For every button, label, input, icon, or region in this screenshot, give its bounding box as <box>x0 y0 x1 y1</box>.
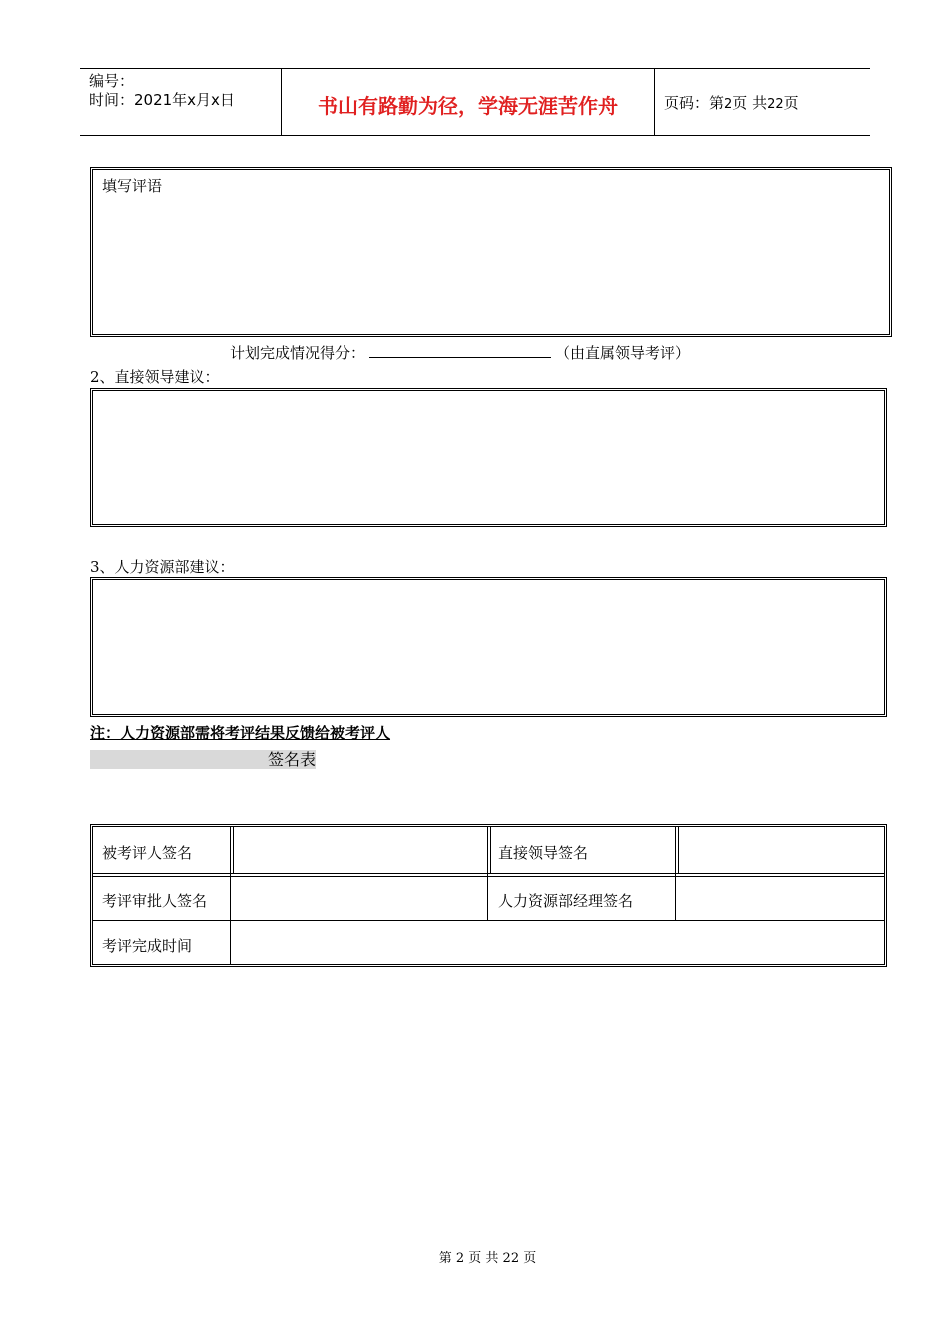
document-number-label: 编号： <box>89 72 135 90</box>
page-header <box>80 68 870 136</box>
signature-title-bar <box>90 750 316 769</box>
score-row <box>230 342 690 363</box>
reviewee-signature-field[interactable] <box>234 827 487 873</box>
hr-suggestion-title: 3、人力资源部建议： <box>90 558 235 576</box>
header-divider <box>654 69 655 135</box>
leader-signature-field[interactable] <box>679 827 884 873</box>
score-note: （由直属领导考评） <box>555 344 691 362</box>
page-footer: 第 2 页 共 22 页 <box>438 1251 537 1266</box>
table-col-divider <box>490 827 491 873</box>
page-suffix: 页 <box>783 94 799 112</box>
signature-table-title: 签名表 <box>267 750 316 769</box>
page-mid: 页 共 <box>732 94 768 112</box>
page-current: 2 <box>724 97 733 112</box>
page-total: 22 <box>767 97 784 112</box>
feedback-note: 注：人力资源部需将考评结果反馈给被考评人 <box>90 724 391 742</box>
approver-signature-label: 考评审批人签名 <box>102 892 208 910</box>
reviewee-signature-label: 被考评人签名 <box>102 844 193 862</box>
hr-manager-signature-field[interactable] <box>676 877 884 920</box>
leader-signature-label: 直接领导签名 <box>498 844 589 862</box>
header-page-number <box>664 92 799 113</box>
completion-time-field[interactable] <box>231 921 884 964</box>
score-label: 计划完成情况得分： <box>230 344 366 362</box>
signature-table <box>90 824 887 967</box>
score-blank-field[interactable] <box>369 343 551 358</box>
comment-box[interactable] <box>90 167 892 337</box>
page-prefix: 页码：第 <box>664 94 725 112</box>
leader-suggestion-box[interactable] <box>90 388 887 527</box>
hr-suggestion-box[interactable] <box>90 577 887 717</box>
header-motto: 书山有路勤为径，学海无涯苦作舟 <box>318 94 618 118</box>
header-meta <box>89 72 279 110</box>
table-row-divider <box>93 873 884 874</box>
document-time-label: 时间：2021年x月x日 <box>89 91 235 109</box>
table-col-divider <box>487 827 488 920</box>
completion-time-label: 考评完成时间 <box>102 937 193 955</box>
approver-signature-field[interactable] <box>231 877 487 920</box>
hr-manager-signature-label: 人力资源部经理签名 <box>498 892 634 910</box>
comment-box-label: 填写评语 <box>102 177 163 195</box>
leader-suggestion-title: 2、直接领导建议： <box>90 368 220 386</box>
